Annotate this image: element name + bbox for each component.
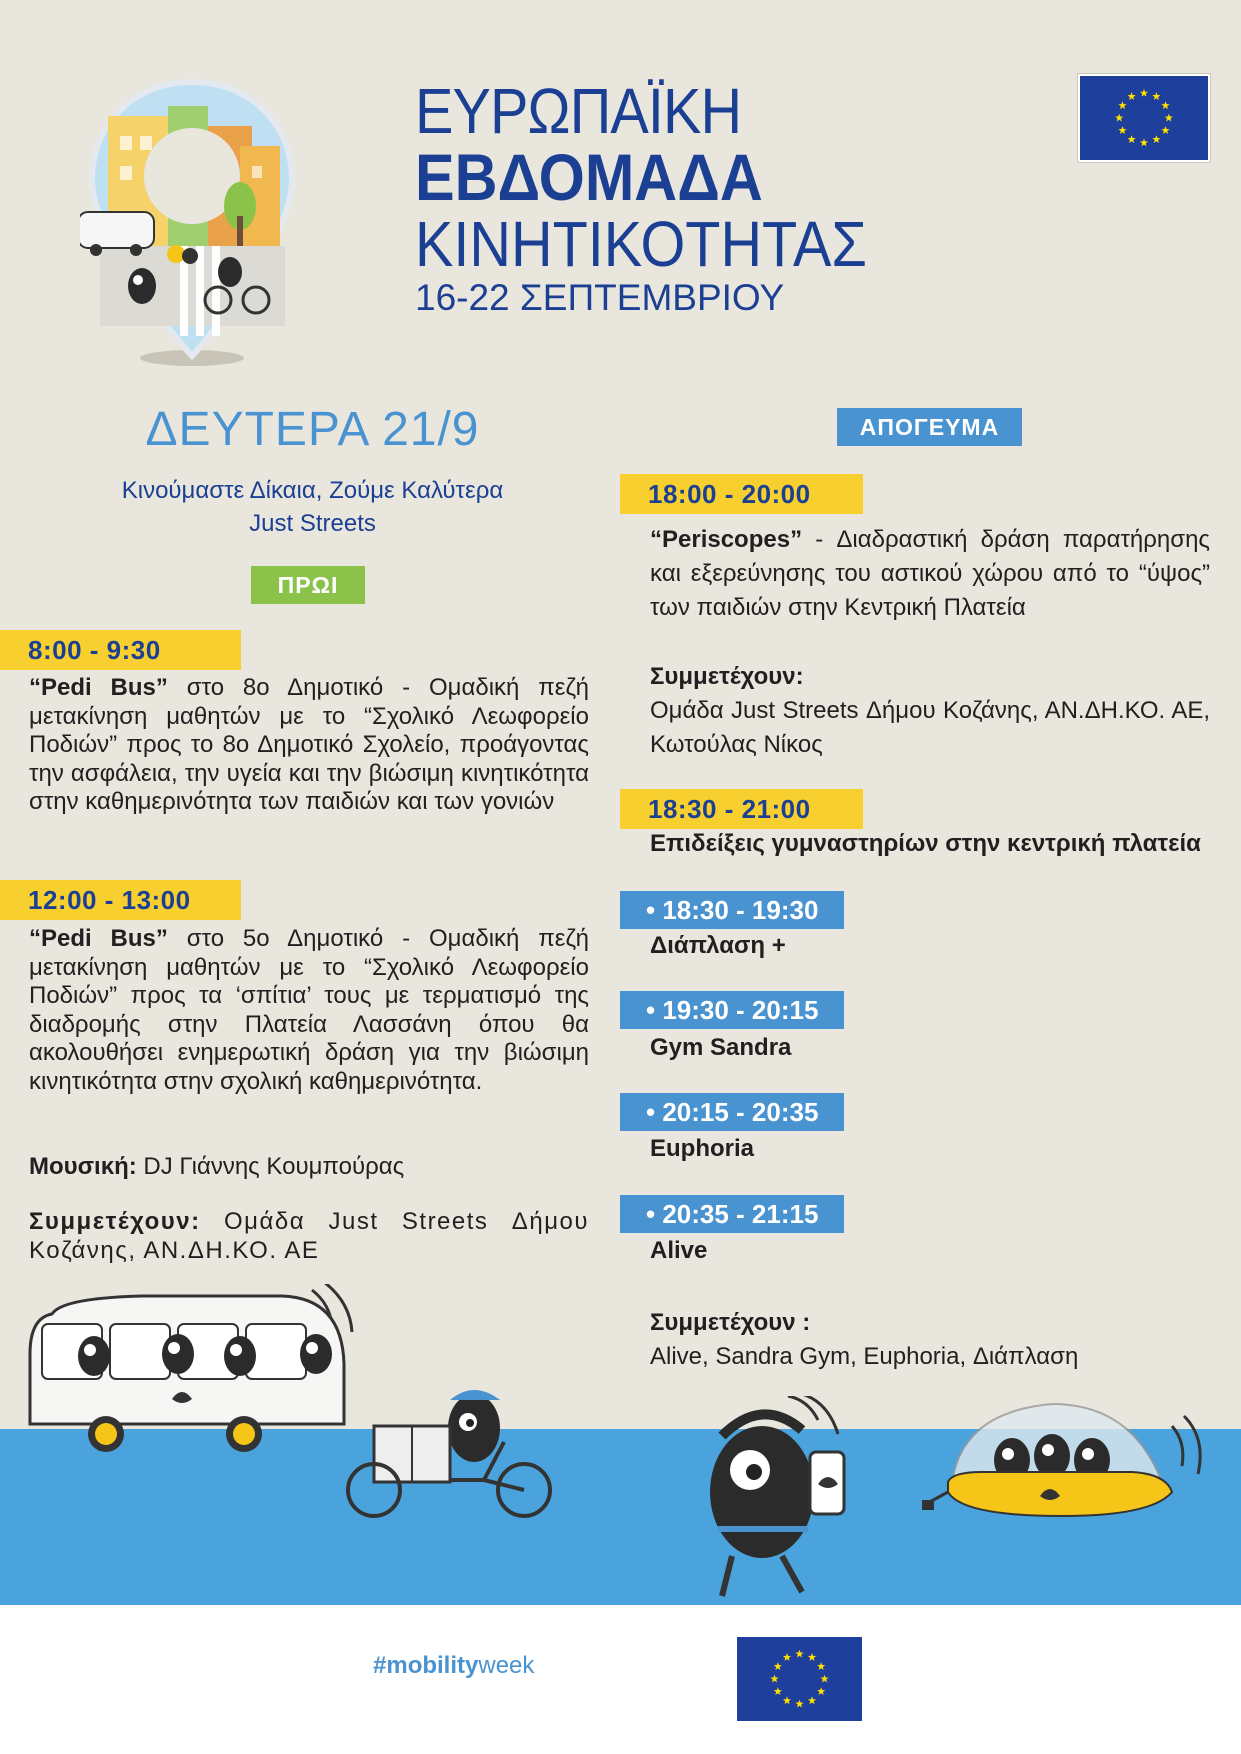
eu-star-icon: [1140, 139, 1148, 147]
bus-illustration: [22, 1284, 372, 1454]
title-dates: 16-22 ΣΕΠΤΕΜΒΡΙΟΥ: [415, 277, 785, 318]
participants-value: Ομάδα Just Streets Δήμου Κοζάνης, ΑΝ.ΔΗ.ΚΟ. ΑΕ, Κωτούλας Νίκος: [650, 697, 1210, 758]
event-title-bold: Επιδείξεις γυμναστηρίων στην κεντρική πλατεία: [650, 830, 1201, 857]
event-description: [29, 674, 589, 817]
morning-tag: ΠΡΩΙ: [251, 566, 365, 604]
eu-star-icon: [1165, 114, 1173, 122]
participants-label: Συμμετέχουν:: [650, 663, 804, 690]
participants-value: Ομάδα Just Streets Δήμου Κοζάνης, ΑΝ.ΔΗ.ΚΟ. ΑΕ: [29, 1208, 589, 1264]
time-badge: 18:00 - 20:00: [620, 474, 863, 514]
event-text: στο 5ο Δημοτικό - Ομαδική πεζή μετακίνηση μαθητών με το “Σχολικό Λεωφορείο Ποδιών” προς τα ‘σπίτια’ τους με τερματισμό της διαδρομής στην Πλατεία Λασσάνη όπου θα ακολουθήσει ενημερωτική δράση για την βιώσιμη κινητικότητα στην σχολική καθημερινότητα.: [29, 925, 589, 1095]
eu-star-icon: [1118, 126, 1126, 134]
time-slot-badge: • 20:15 - 20:35: [620, 1093, 844, 1131]
day-subtitle: Κινούμαστε Δίκαια, Ζούμε Καλύτερα: [121, 477, 504, 504]
smartphone-character-illustration: [692, 1396, 872, 1606]
footer-band: [0, 1605, 1241, 1754]
eu-flag-icon: [737, 1637, 862, 1721]
eu-star-icon: [1115, 114, 1123, 122]
eu-star-icon: [1161, 126, 1169, 134]
slot-name: Gym Sandra: [650, 1034, 792, 1061]
day-title: ΔΕΥΤΕΡΑ 21/9: [145, 403, 480, 456]
title-line-1: ΕΥΡΩΠΑΪΚΗ: [415, 75, 742, 147]
event-title-bold: “Periscopes”: [650, 526, 803, 553]
participants-label: Συμμετέχουν:: [29, 1208, 201, 1235]
eu-star-icon: [817, 1662, 825, 1670]
participants-label: Συμμετέχουν :: [650, 1309, 811, 1336]
eu-star-icon: [1118, 101, 1126, 109]
eu-star-icon: [774, 1662, 782, 1670]
location-pin-city-illustration: [80, 76, 305, 371]
slot-name: Alive: [650, 1237, 708, 1264]
participants-block: [650, 660, 1210, 762]
eu-star-icon: [774, 1687, 782, 1695]
participants-value: Alive, Sandra Gym, Euphoria, Διάπλαση: [650, 1343, 1079, 1370]
title-line-2: ΕΒΔΟΜΑΔΑ: [415, 140, 763, 214]
event-title-bold: “Pedi Bus”: [29, 925, 168, 952]
time-slot-badge: • 19:30 - 20:15: [620, 991, 844, 1029]
eu-flag-icon: [1078, 74, 1210, 162]
eu-star-icon: [795, 1700, 803, 1708]
hashtag-regular: week: [478, 1652, 535, 1679]
eu-star-icon: [1161, 101, 1169, 109]
music-label: Μουσική:: [29, 1153, 137, 1180]
participants-line: [29, 1208, 589, 1265]
afternoon-tag: ΑΠΟΓΕΥΜΑ: [837, 408, 1022, 446]
eu-star-icon: [1152, 92, 1160, 100]
event-text: στο 8ο Δημοτικό - Ομαδική πεζή μετακίνηση μαθητών με το “Σχολικό Λεωφορείο Ποδιών” προς το 8ο Δημοτικό Σχολείο, προάγοντας την ασφάλεια, την υγεία και την βιώσιμη κινητικότητα στην καθημερινότητα των παιδιών και των γονιών: [29, 674, 589, 815]
eu-star-icon: [783, 1653, 791, 1661]
event-description: [29, 925, 589, 1096]
hashtag: [373, 1652, 534, 1680]
event-title: [415, 75, 975, 318]
cargo-bike-illustration: [334, 1380, 564, 1520]
music-line: [29, 1153, 589, 1182]
eu-star-icon: [770, 1675, 778, 1683]
hashtag-bold: #mobility: [373, 1652, 479, 1679]
time-badge: 18:30 - 21:00: [620, 789, 863, 829]
eu-star-icon: [817, 1687, 825, 1695]
eu-star-icon: [795, 1650, 803, 1658]
eu-star-icon: [1152, 135, 1160, 143]
time-slot-badge: • 18:30 - 19:30: [620, 891, 844, 929]
eu-star-icon: [1140, 89, 1148, 97]
eu-star-icon: [808, 1653, 816, 1661]
eu-star-icon: [1128, 135, 1136, 143]
event-text: - Διαδραστική δράση παρατήρησης και εξερεύνησης του αστικού χώρου από το “ύψος” των παιδιών στην Κεντρική Πλατεία: [650, 526, 1210, 621]
electric-car-illustration: [922, 1392, 1212, 1522]
time-badge: 12:00 - 13:00: [0, 880, 241, 920]
participants-block: [650, 1306, 1210, 1374]
eu-star-icon: [808, 1696, 816, 1704]
eu-star-icon: [1128, 92, 1136, 100]
time-badge: 8:00 - 9:30: [0, 630, 241, 670]
music-value: DJ Γιάννης Κουμπούρας: [136, 1153, 405, 1180]
event-title-bold: “Pedi Bus”: [29, 674, 168, 701]
eu-star-icon: [820, 1675, 828, 1683]
title-line-3: ΚΙΝΗΤΙΚΟΤΗΤΑΣ: [415, 208, 867, 280]
slot-name: Euphoria: [650, 1135, 755, 1162]
event-description: [650, 523, 1210, 625]
slot-name: Διάπλαση +: [650, 932, 786, 959]
time-slot-badge: • 20:35 - 21:15: [620, 1195, 844, 1233]
day-subtitle-2: Just Streets: [249, 510, 376, 537]
eu-star-icon: [783, 1696, 791, 1704]
